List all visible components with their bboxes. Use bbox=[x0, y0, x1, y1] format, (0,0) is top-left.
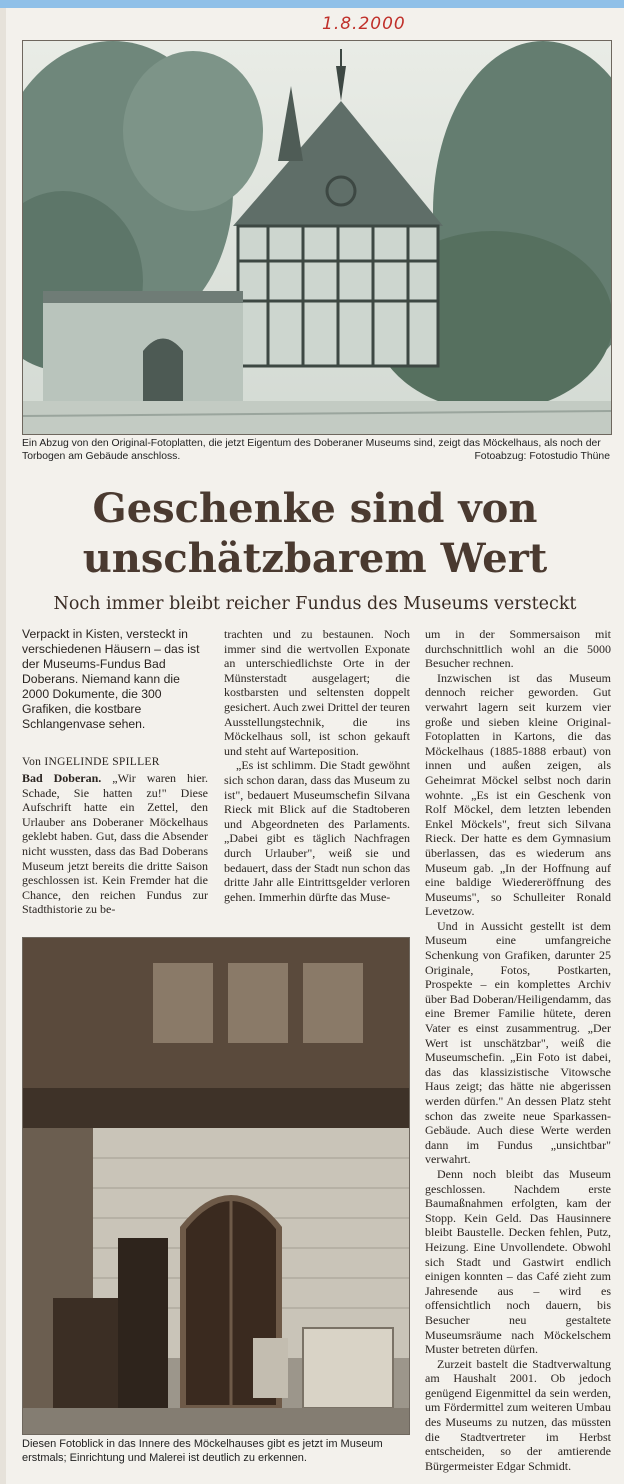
credit-text: Fotoabzug: Fotostudio Thüne bbox=[474, 451, 610, 462]
scan-edge bbox=[0, 8, 6, 1484]
handwritten-date: 1.8.2000 bbox=[322, 14, 406, 34]
headline-line-2: unschätzbarem Wert bbox=[82, 535, 548, 582]
photo-exterior-credit bbox=[440, 450, 610, 463]
paragraph: Und in Aussicht gestellt ist dem Museum eine umfangreiche Schenkung von Grafiken, darunter 25 Originale, Fotos, Postkarten, Prospekte – ein komplettes Archiv über Bad Doberan/Heiligendamm, das eine Bremer Familie hütete, deren Vater es einst zusammentrug. „Der Wert ist unschätzbar", weiß die Museumschefin. „Ein Foto ist dabei, das das klassizistische Vitowsche Haus zeigt; das hätte nie abgerissen werden dürfen." An dessen Platz steht schon das zweite neue Sparkassen-Gebäude. Auch diese Werte werden dann im Fundus „unsichtbar" verwahrt. bbox=[425, 918, 611, 1167]
byline: Von INGELINDE SPILLER bbox=[22, 756, 160, 768]
column-2 bbox=[224, 627, 410, 904]
paragraph: um in der Sommersaison mit durchschnittlich wohl an die 5000 Besucher rechnen. bbox=[425, 627, 611, 671]
photo-interior-caption bbox=[22, 1437, 408, 1465]
paragraph: Denn noch bleibt das Museum geschlossen. Nachdem erste Baumaßnahmen erfolgten, kam der Stopp. Kein Geld. Das Hausinnere bleibt Baustelle. Decken fehlen, Putz, Heizung. Eine Unvollendete. Obwohl sich Stadt und Gastwirt endlich einigen konnten – das Café zieht zum Jahresende aus – wird es offensichtlich noch dauern, bis Besucher neu gestaltete Museumsräume nach Möckelschem Muster betreten dürfen. bbox=[425, 1166, 611, 1357]
paragraph: trachten und zu bestaunen. Noch immer sind die wertvollen Exponate an unterschiedlichste Orte in der Münsterstadt ausgelagert; die kostbarsten und seltensten doppelt gesichert. Auch zwei Drittel der teuren Ausstellungstechnik, die ins Möckelhaus soll, ist schon gekauft und steht auf Warteposition. bbox=[224, 627, 410, 758]
dateline-place: Bad Doberan. bbox=[22, 771, 102, 785]
subheadline: Noch immer bleibt reicher Fundus des Museums versteckt bbox=[53, 594, 577, 614]
lead-paragraph: Verpackt in Kisten, versteckt in verschiedenen Häusern – das ist der Museums-Fundus Bad Doberans. Niemand kann die 2000 Dokumente, die 300 Grafiken, die kostbare Schlangenvase sehen. bbox=[22, 627, 200, 731]
photo-interior bbox=[22, 937, 410, 1435]
paragraph-text: „Wir waren hier. Schade, Sie hatten zu!" Diese Aufschrift hatte ein Zettel, den Urlauber ans Doberaner Möckelhaus geklebt haben. Gut, dass die Absender nicht wussten, dass das Bad Doberans Museum jetzt bereits die dritte Saison geschlossen ist. Kein Fremder hat die Chance, den reichen Fundus zur Stadthistorie zu be- bbox=[22, 771, 209, 917]
photo-exterior bbox=[22, 40, 612, 435]
paragraph: Zurzeit bastelt die Stadtverwaltung am Haushalt 2001. Ob jedoch genügend Eigenmittel da sein werden, um Fördermittel zum weiteren Umbau des Museums zu nutzen, das müssten die Stadtvertreter im Herbst entscheiden, so der amtierende Bürgermeister Edgar Schmidt. bbox=[425, 1356, 611, 1473]
column-3 bbox=[425, 627, 611, 1473]
headline-line-1: Geschenke sind von bbox=[92, 485, 538, 532]
paragraph bbox=[22, 771, 208, 917]
column-1 bbox=[22, 771, 208, 917]
headline bbox=[20, 484, 610, 584]
top-edge-strip bbox=[0, 0, 624, 8]
paragraph: „Es ist schlimm. Die Stadt gewöhnt sich schon daran, dass das Museum zu ist", bedauert Museumschefin Silvana Rieck mit Blick auf die Stadtoberen und Abgeordneten des Parlaments. „Dabei gibt es täglich Nachfragen durch Urlauber", weiß sie und bedauert, dass der Stadt nun schon das dritte Jahr alle Eintrittsgelder verloren gehen. Immerhin dürfte das Muse- bbox=[224, 758, 410, 904]
caption-text: Ein Abzug von den Original-Fotoplatten, die jetzt Eigentum des Doberaner Museums sind, zeigt das Möckelhaus, als noch der Torbogen am Gebäude anschloss. bbox=[22, 438, 601, 462]
house-exterior-illustration bbox=[23, 41, 611, 434]
interior-illustration bbox=[23, 938, 409, 1434]
paragraph: Inzwischen ist das Museum dennoch reicher geworden. Gut verwahrt lagern seit kurzem vier große und sieben kleine Original-Fotoplatten in Kartons, die das Möckelhaus (1885-1888 erbaut) von innen und außen zeigen, als Geheimrat Möckel selbst noch darin wohnte. „Es ist ein Geschenk von Rolf Möckel, dem letzten lebenden Enkel Möckels", freut sich Silvana Rieck. Der hatte es dem Gymnasium überlassen, das es wiederum ans Museum gab. „In der Hoffnung auf eine baldige Wiedereröffnung des Museums", so Schulleiter Ronald Levetzow. bbox=[425, 670, 611, 919]
caption-text: Diesen Fotoblick in das Innere des Möckelhauses gibt es jetzt im Museum erstmals; Einrichtung und Malerei ist deutlich zu erkennen. bbox=[22, 1438, 383, 1464]
